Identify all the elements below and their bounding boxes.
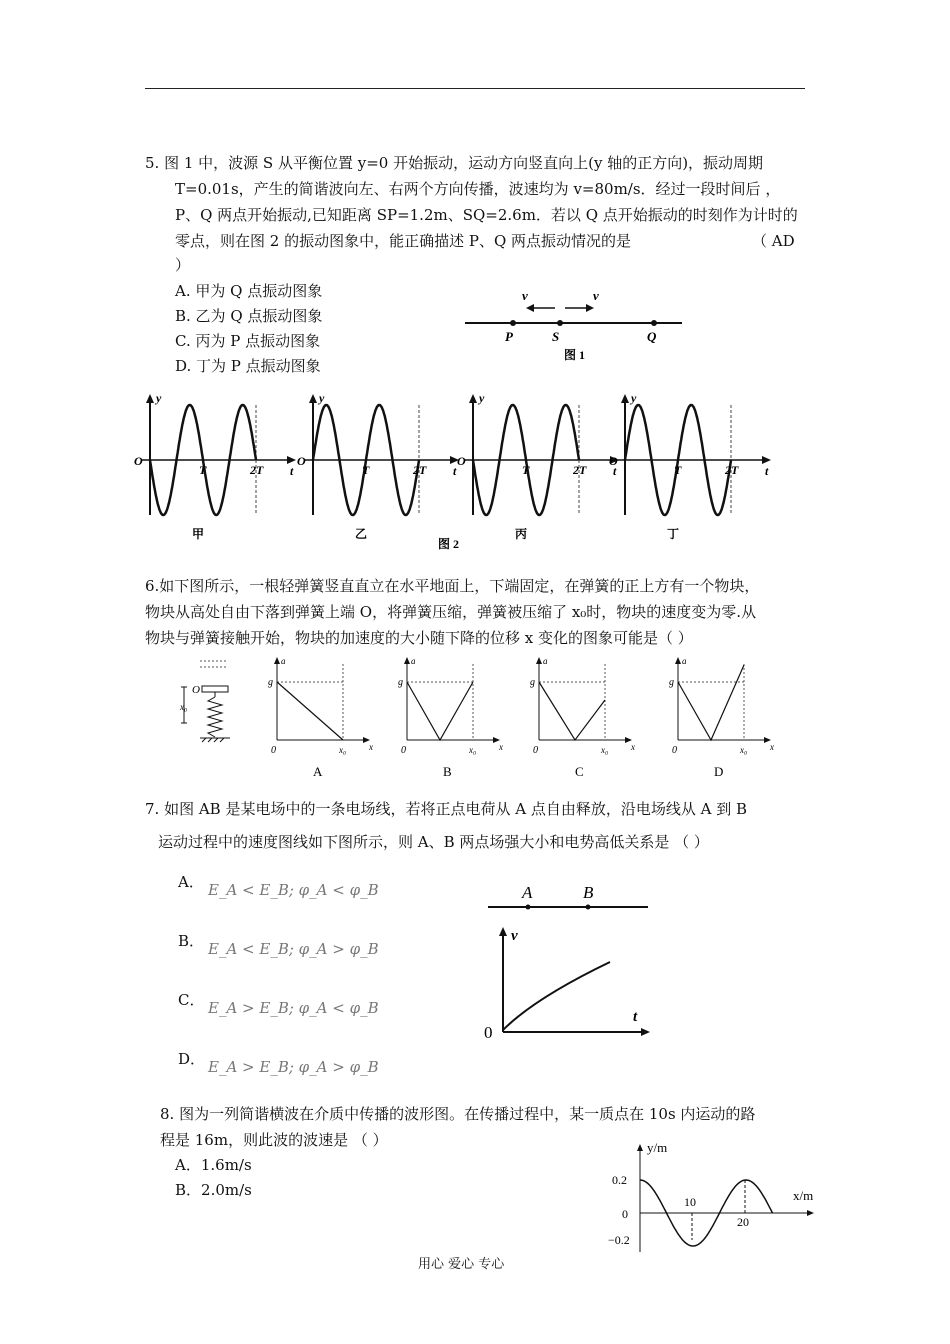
q5-option-d: D. 丁为 P 点振动图象	[175, 357, 321, 375]
axis-t-label: t	[613, 464, 617, 478]
axis-a-label: a	[411, 656, 416, 666]
q8-x-label: x/m	[793, 1188, 814, 1203]
accel-graph-D	[669, 656, 774, 779]
axis-t-label: t	[290, 464, 294, 478]
tick-2t: 2T	[250, 463, 264, 477]
origin-label: O	[297, 454, 306, 468]
q7-option-formula: E_A > E_B; φ_A > φ_B	[208, 1058, 379, 1076]
q7-option-formula: E_A < E_B; φ_A < φ_B	[208, 881, 379, 899]
q6-line2: 物块从高处自由下落到弹簧上端 O，将弹簧压缩，弹簧被压缩了 x₀时，物块的速度变为零.从	[145, 603, 757, 621]
accel-graph-B	[398, 656, 503, 779]
oscillation-graph-4	[609, 391, 771, 541]
oscillation-graph-2	[297, 391, 459, 541]
origin-label: O	[457, 454, 466, 468]
accel-curve	[277, 682, 343, 740]
q6-line3: 物块与弹簧接触开始，物块的加速度的大小随下降的位移 x 变化的图象可能是（ ）	[145, 629, 693, 647]
origin-label: O	[609, 454, 618, 468]
q7-line2: 运动过程中的速度图线如下图所示，则 A、B 两点场强大小和电势高低关系是 （ ）	[158, 833, 709, 851]
graph-option-label: C	[575, 764, 584, 779]
footer: 用心 爱心 专心	[418, 1257, 505, 1272]
accel-graph-A	[268, 656, 373, 779]
axis-y-label: y	[631, 391, 637, 405]
accel-graph-C	[530, 656, 635, 779]
fig1-s: S	[552, 329, 560, 344]
q8-x10: 10	[684, 1195, 696, 1209]
q8-line2: 程是 16m，则此波的波速是 （ ）	[160, 1131, 388, 1149]
q8-origin: 0	[622, 1207, 628, 1221]
axis-y-label: y	[319, 391, 325, 405]
tick-t: T	[522, 463, 530, 477]
tick-2t: 2T	[573, 463, 587, 477]
oscillation-graph-1	[134, 391, 296, 541]
fig1-p: P	[505, 329, 513, 344]
fig1-q: Q	[647, 329, 657, 344]
accel-curve	[407, 682, 473, 740]
q7-label-b: B	[583, 883, 594, 902]
g-label: g	[530, 677, 535, 688]
fig1-v-left: v	[522, 288, 528, 303]
graph-label: 乙	[355, 527, 368, 541]
q7-label-v: v	[511, 928, 518, 944]
tick-t: T	[362, 463, 370, 477]
x0-label: x₀	[601, 745, 609, 755]
q8-line1: 8. 图为一列简谐横波在介质中传播的波形图。在传播过程中，某一质点在 10s 内运动的路	[160, 1105, 756, 1123]
graph-label: 丙	[515, 527, 528, 541]
origin-label: 0	[271, 745, 276, 756]
oscillation-graph-3	[457, 391, 619, 541]
axis-a-label: a	[281, 656, 286, 666]
q6-graphs	[265, 652, 785, 782]
q7-option-label: D．	[178, 1050, 206, 1068]
fig1-caption: 图 1	[564, 348, 586, 362]
origin-label: 0	[672, 745, 677, 756]
q5-option-b: B. 乙为 Q 点振动图象	[175, 307, 323, 325]
axis-t-label: t	[765, 464, 769, 478]
q5-option-a: A. 甲为 Q 点振动图象	[175, 282, 323, 300]
graph-label: 丁	[667, 527, 680, 541]
axis-a-label: a	[543, 656, 548, 666]
q5-line3: P、Q 两点开始振动,已知距离 SP=1.2m、SQ=2.6m．若以 Q 点开始振动的时刻作为计时的	[175, 206, 798, 224]
q8-option-a: A．1.6m/s	[175, 1156, 252, 1174]
axis-x-label: x	[770, 742, 774, 752]
q5-close: ）	[175, 256, 191, 274]
q7-option-label: C．	[178, 991, 205, 1009]
accel-curve	[678, 665, 744, 740]
q7-label-a: A	[522, 883, 533, 902]
axis-x-label: x	[631, 742, 635, 752]
x0-label: x₀	[740, 745, 748, 755]
q6-line1: 6.如下图所示，一根轻弹簧竖直直立在水平地面上，下端固定，在弹簧的正上方有一个物块，	[145, 577, 760, 595]
axis-a-label: a	[682, 656, 687, 666]
accel-curve	[539, 682, 605, 740]
q5-line1: 5. 图 1 中，波源 S 从平衡位置 y=0 开始振动，运动方向竖直向上(y 轴的正方向)，振动周期	[145, 154, 764, 172]
q7-option-label: B．	[178, 932, 205, 950]
x0-label: x₀	[339, 745, 347, 755]
q8-y-pos: 0.2	[612, 1173, 627, 1187]
q8-y-label: y/m	[647, 1140, 668, 1155]
origin-label: O	[134, 454, 143, 468]
q5-line2: T=0.01s，产生的简谐波向左、右两个方向传播，波速均为 v=80m/s．经过一段时间后 ，	[175, 180, 781, 198]
origin-label: 0	[533, 745, 538, 756]
q7-option-label: A．	[178, 873, 204, 891]
q7-label-o: 0	[484, 1023, 493, 1042]
q5-figure-1	[460, 285, 690, 370]
axis-x-label: x	[499, 742, 503, 752]
axis-t-label: t	[453, 464, 457, 478]
q7-option-formula: E_A > E_B; φ_A < φ_B	[208, 999, 379, 1017]
q7-label-t: t	[633, 1009, 638, 1025]
q8-y-neg: −0.2	[608, 1233, 630, 1247]
q7-line1: 7. 如图 AB 是某电场中的一条电场线，若将正点电荷从 A 点自由释放，沿电场线从 A 到 B	[145, 800, 748, 818]
fig1-v-right: v	[593, 288, 599, 303]
q6-spring-figure	[178, 655, 243, 750]
axis-y-label: y	[156, 391, 162, 405]
header-rule	[145, 88, 805, 89]
q7-figure	[480, 880, 660, 1045]
g-label: g	[268, 677, 273, 688]
q8-figure	[600, 1140, 830, 1255]
spring-x0: x₀	[180, 702, 188, 712]
q8-x20: 20	[737, 1215, 749, 1229]
graph-option-label: A	[313, 764, 323, 779]
q8-option-b: B．2.0m/s	[175, 1181, 252, 1199]
g-label: g	[398, 677, 403, 688]
x0-label: x₀	[469, 745, 477, 755]
spring-o: O	[192, 684, 200, 696]
q5-line4: 零点，则在图 2 的振动图象中，能正确描述 P、Q 两点振动情况的是	[175, 232, 632, 250]
tick-t: T	[199, 463, 207, 477]
fig2-caption: 图 2	[438, 537, 460, 550]
graph-option-label: D	[714, 764, 724, 779]
origin-label: 0	[401, 745, 406, 756]
q5-answer: （ AD	[752, 232, 795, 250]
q5-figure-2	[130, 390, 780, 550]
axis-y-label: y	[479, 391, 485, 405]
tick-t: T	[674, 463, 682, 477]
axis-x-label: x	[369, 742, 373, 752]
g-label: g	[669, 677, 674, 688]
graph-option-label: B	[443, 764, 452, 779]
q7-option-formula: E_A < E_B; φ_A > φ_B	[208, 940, 379, 958]
graph-label: 甲	[192, 527, 205, 541]
q5-option-c: C. 丙为 P 点振动图象	[175, 332, 321, 350]
tick-2t: 2T	[413, 463, 427, 477]
tick-2t: 2T	[725, 463, 739, 477]
